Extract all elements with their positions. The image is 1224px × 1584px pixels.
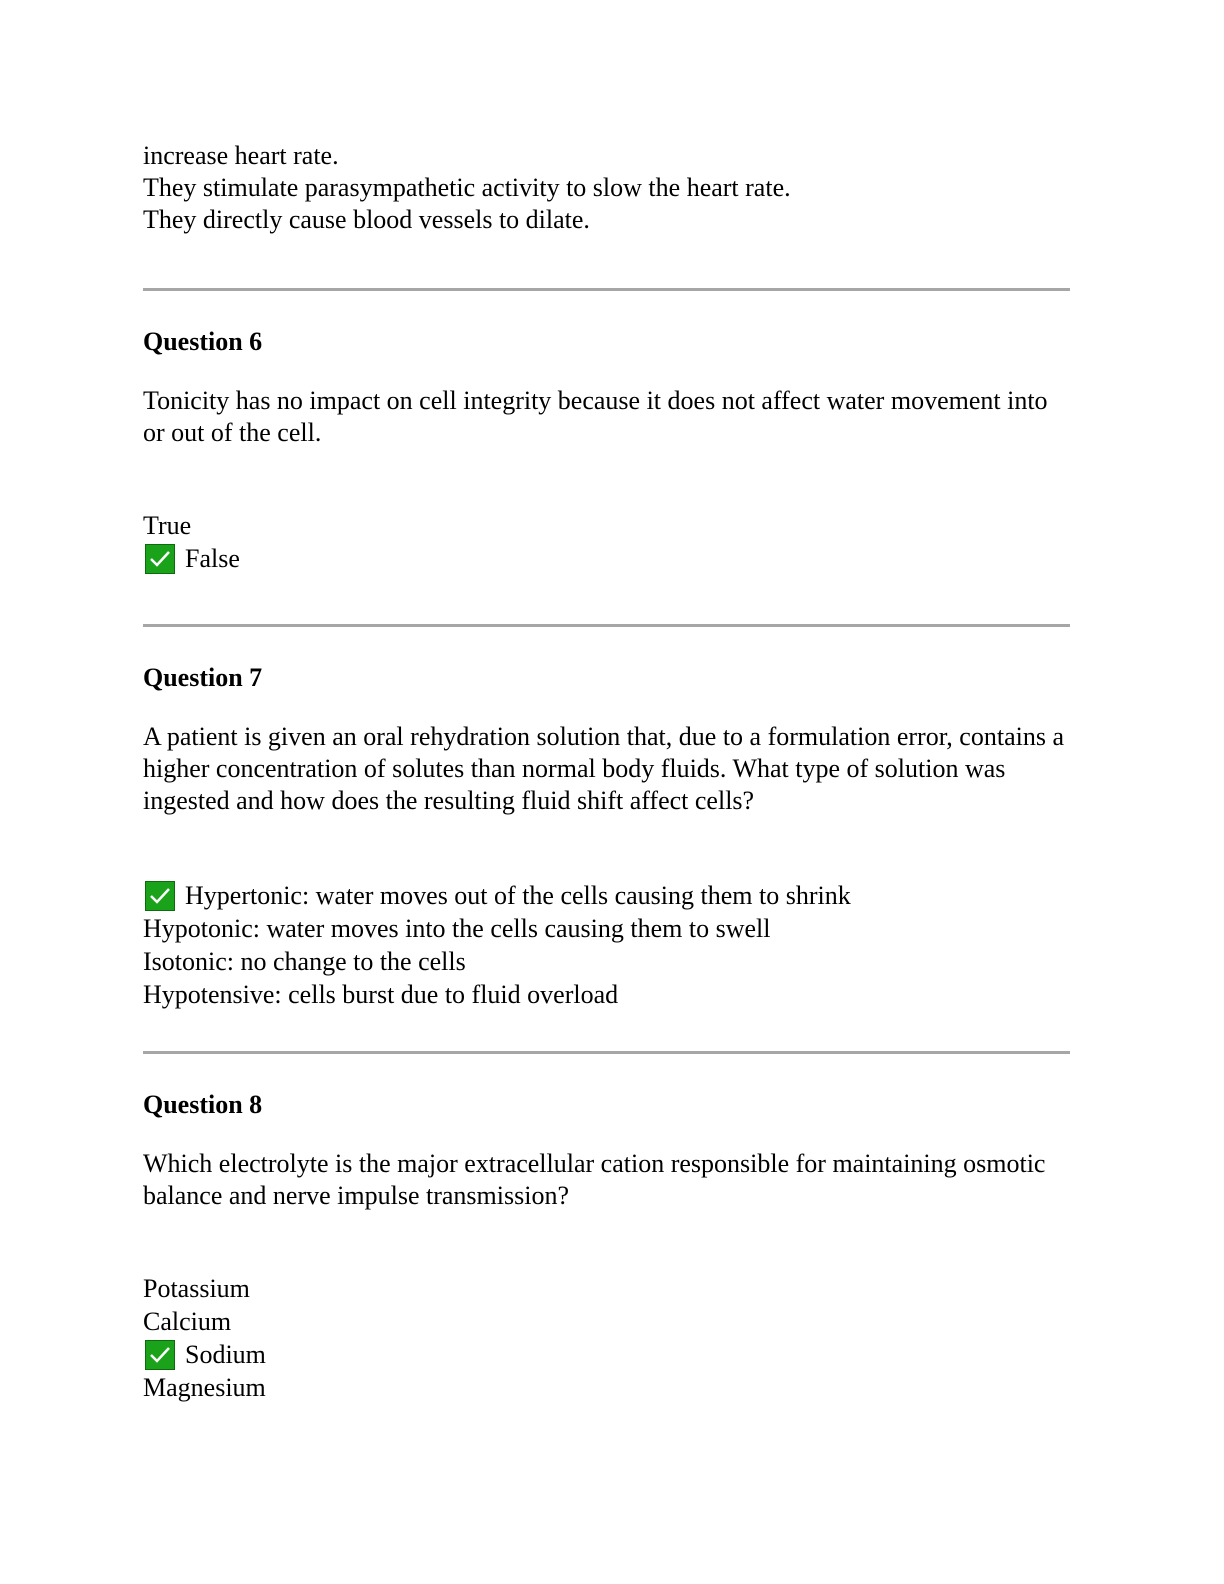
question-title: Question 6 <box>143 327 263 356</box>
divider <box>143 624 1070 627</box>
answer-option[interactable] <box>143 978 1070 1011</box>
carryover-option: They stimulate parasympathetic activity to slow the heart rate. <box>143 173 791 202</box>
answer-option[interactable] <box>143 1272 1070 1305</box>
answer-label: Magnesium <box>143 1372 266 1402</box>
answer-option-correct[interactable] <box>143 542 1070 575</box>
carryover-option: increase heart rate. <box>143 141 339 170</box>
answer-options <box>143 879 1070 1011</box>
question-text: Which electrolyte is the major extracellular cation responsible for maintaining osmotic balance and nerve impulse transmission? <box>143 1149 1046 1210</box>
question-6 <box>143 326 1070 575</box>
answer-label: Potassium <box>143 1273 250 1303</box>
answer-label: Sodium <box>185 1339 266 1369</box>
answer-label: False <box>185 543 240 573</box>
answer-option[interactable] <box>143 1305 1070 1338</box>
carryover-option: They directly cause blood vessels to dilate. <box>143 205 590 234</box>
question-text: Tonicity has no impact on cell integrity because it does not affect water movement into or out of the cell. <box>143 386 1048 447</box>
question-text: A patient is given an oral rehydration solution that, due to a formulation error, contains a higher concentration of solutes than normal body fluids. What type of solution was ingested and how does the resulting fluid shift affect cells? <box>143 722 1064 815</box>
answer-label: Hypotensive: cells burst due to fluid overload <box>143 979 619 1009</box>
answer-label: Calcium <box>143 1306 232 1336</box>
question-title: Question 8 <box>143 1090 263 1119</box>
answer-option[interactable] <box>143 509 1070 542</box>
answer-label: Hypertonic: water moves out of the cells causing them to shrink <box>185 880 851 910</box>
checkmark-icon <box>145 544 175 574</box>
answer-options <box>143 509 1070 575</box>
divider <box>143 1051 1070 1054</box>
answer-label: Hypotonic: water moves into the cells causing them to swell <box>143 913 771 943</box>
carryover-options <box>143 140 1070 236</box>
answer-option[interactable] <box>143 1371 1070 1404</box>
document-page <box>143 140 1070 1404</box>
question-8 <box>143 1089 1070 1404</box>
answer-options <box>143 1272 1070 1404</box>
question-title: Question 7 <box>143 663 263 692</box>
checkmark-icon <box>145 1340 175 1370</box>
divider <box>143 288 1070 291</box>
answer-option[interactable] <box>143 945 1070 978</box>
answer-option-correct[interactable] <box>143 1338 1070 1371</box>
question-7 <box>143 662 1070 1011</box>
checkmark-icon <box>145 881 175 911</box>
answer-option-correct[interactable] <box>143 879 1070 912</box>
answer-label: True <box>143 510 192 540</box>
answer-label: Isotonic: no change to the cells <box>143 946 466 976</box>
answer-option[interactable] <box>143 912 1070 945</box>
